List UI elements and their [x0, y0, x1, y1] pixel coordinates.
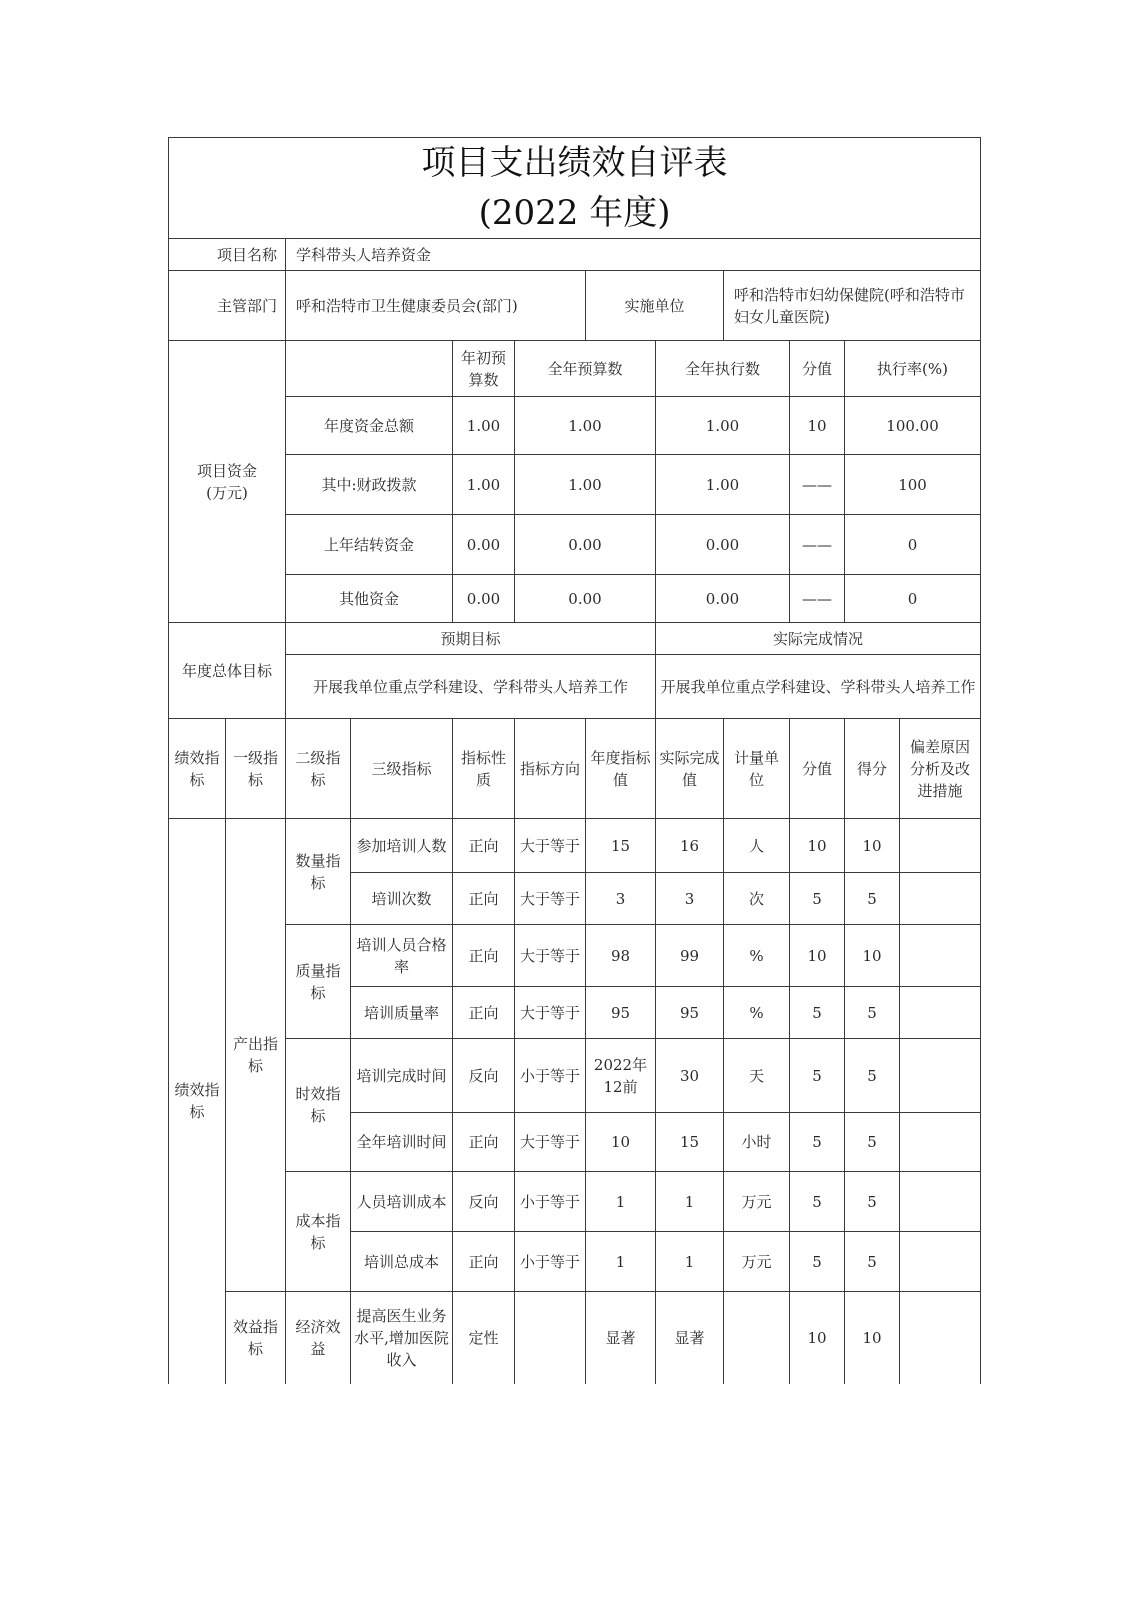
indicator-score-value: 5: [790, 987, 845, 1039]
indicator-deviation: [900, 1292, 981, 1384]
indicator-score: 10: [845, 925, 900, 987]
indicator-unit: 天: [724, 1039, 790, 1113]
indicator-actual: 16: [656, 819, 724, 873]
indicator-unit: %: [724, 987, 790, 1039]
funds-header-annual: 全年预算数: [515, 341, 656, 397]
indicator-target: 95: [586, 987, 656, 1039]
indicator-deviation: [900, 873, 981, 925]
indicator-score: 10: [845, 1292, 900, 1384]
goals-label: 年度总体目标: [169, 623, 286, 719]
title-line-2: (2022 年度): [478, 193, 671, 233]
indicator-nature: 正向: [453, 819, 515, 873]
indicator-name: 培训总成本: [351, 1232, 453, 1292]
indicator-score: 5: [845, 1113, 900, 1172]
indicator-unit: 小时: [724, 1113, 790, 1172]
funds-rate: 100.00: [845, 397, 981, 455]
funds-initial: 1.00: [453, 455, 515, 515]
indicator-target: 3: [586, 873, 656, 925]
funds-executed: 0.00: [656, 515, 790, 575]
dept-value: 呼和浩特市卫生健康委员会(部门): [286, 271, 586, 341]
level2-quantity: 数量指标: [286, 819, 351, 925]
indicator-name: 培训次数: [351, 873, 453, 925]
level2-cost: 成本指标: [286, 1172, 351, 1292]
indicator-score: 10: [845, 819, 900, 873]
indicator-direction: 小于等于: [515, 1172, 586, 1232]
indicator-unit: 人: [724, 819, 790, 873]
indicator-direction: [515, 1292, 586, 1384]
indicator-deviation: [900, 1172, 981, 1232]
indicator-score: 5: [845, 873, 900, 925]
indicator-nature: 正向: [453, 1113, 515, 1172]
ind-header-actual: 实际完成值: [656, 719, 724, 819]
indicator-score-value: 5: [790, 1232, 845, 1292]
ind-header-direction: 指标方向: [515, 719, 586, 819]
self-evaluation-table: [168, 137, 981, 1384]
ind-header-unit: 计量单位: [724, 719, 790, 819]
ind-header-target: 年度指标值: [586, 719, 656, 819]
performance-section-label: 绩效指标: [169, 819, 226, 1384]
funds-annual: 0.00: [515, 515, 656, 575]
indicator-direction: 大于等于: [515, 925, 586, 987]
indicator-unit: 万元: [724, 1172, 790, 1232]
funds-executed: 0.00: [656, 575, 790, 623]
level2-timeliness: 时效指标: [286, 1039, 351, 1172]
indicator-name: 培训质量率: [351, 987, 453, 1039]
indicator-score: 5: [845, 1172, 900, 1232]
indicator-direction: 大于等于: [515, 819, 586, 873]
funds-rate: 0: [845, 515, 981, 575]
project-name-label: 项目名称: [169, 239, 286, 271]
funds-score-value: ——: [790, 515, 845, 575]
funds-initial: 0.00: [453, 575, 515, 623]
indicator-score: 5: [845, 1039, 900, 1113]
funds-annual: 0.00: [515, 575, 656, 623]
unit-value: 呼和浩特市妇幼保健院(呼和浩特市妇女儿童医院): [724, 271, 981, 341]
indicator-deviation: [900, 925, 981, 987]
unit-label: 实施单位: [586, 271, 724, 341]
indicator-name: 培训人员合格率: [351, 925, 453, 987]
indicator-target: 2022年12前: [586, 1039, 656, 1113]
indicator-target: 1: [586, 1232, 656, 1292]
ind-header-deviation: 偏差原因分析及改进措施: [900, 719, 981, 819]
funds-row-label: 年度资金总额: [286, 397, 453, 455]
indicator-direction: 大于等于: [515, 873, 586, 925]
indicator-target: 显著: [586, 1292, 656, 1384]
funds-initial: 1.00: [453, 397, 515, 455]
indicator-nature: 反向: [453, 1039, 515, 1113]
funds-section-label: 项目资金 (万元): [169, 341, 286, 623]
indicator-score-value: 10: [790, 819, 845, 873]
ind-header-level2: 二级指标: [286, 719, 351, 819]
indicator-unit: 万元: [724, 1232, 790, 1292]
indicator-direction: 大于等于: [515, 1113, 586, 1172]
indicator-nature: 正向: [453, 987, 515, 1039]
indicator-target: 1: [586, 1172, 656, 1232]
indicator-score-value: 5: [790, 1039, 845, 1113]
indicator-score-value: 5: [790, 1172, 845, 1232]
level2-quality: 质量指标: [286, 925, 351, 1039]
indicator-nature: 正向: [453, 873, 515, 925]
indicator-nature: 正向: [453, 1232, 515, 1292]
funds-header-score-value: 分值: [790, 341, 845, 397]
indicator-deviation: [900, 1039, 981, 1113]
indicator-score-value: 5: [790, 873, 845, 925]
indicator-target: 10: [586, 1113, 656, 1172]
funds-row-label: 其中:财政拨款: [286, 455, 453, 515]
funds-initial: 0.00: [453, 515, 515, 575]
funds-annual: 1.00: [515, 397, 656, 455]
indicator-name: 参加培训人数: [351, 819, 453, 873]
actual-goal-header: 实际完成情况: [656, 623, 981, 655]
indicator-actual: 15: [656, 1113, 724, 1172]
indicator-deviation: [900, 1232, 981, 1292]
indicator-actual: 95: [656, 987, 724, 1039]
indicator-actual: 30: [656, 1039, 724, 1113]
indicator-direction: 小于等于: [515, 1039, 586, 1113]
indicator-deviation: [900, 987, 981, 1039]
ind-header-score-value: 分值: [790, 719, 845, 819]
indicator-unit: %: [724, 925, 790, 987]
project-name: 学科带头人培养资金: [286, 239, 981, 271]
indicator-score: 5: [845, 1232, 900, 1292]
funds-score-value: ——: [790, 455, 845, 515]
title-line-1: 项目支出绩效自评表: [421, 143, 728, 183]
indicator-score-value: 10: [790, 1292, 845, 1384]
funds-row-label: 其他资金: [286, 575, 453, 623]
indicator-name: 提高医生业务水平,增加医院收入: [351, 1292, 453, 1384]
funds-header-executed: 全年执行数: [656, 341, 790, 397]
level1-benefit: 效益指标: [226, 1292, 286, 1384]
indicator-name: 培训完成时间: [351, 1039, 453, 1113]
indicator-score-value: 10: [790, 925, 845, 987]
funds-score-value: 10: [790, 397, 845, 455]
funds-corner-cell: [286, 341, 453, 397]
indicator-direction: 小于等于: [515, 1232, 586, 1292]
indicator-nature: 正向: [453, 925, 515, 987]
actual-goal-text: 开展我单位重点学科建设、学科带头人培养工作: [656, 655, 981, 719]
funds-header-initial: 年初预算数: [453, 341, 515, 397]
level1-output: 产出指标: [226, 819, 286, 1292]
ind-header-level1: 一级指标: [226, 719, 286, 819]
indicator-target: 98: [586, 925, 656, 987]
funds-annual: 1.00: [515, 455, 656, 515]
page-title: [169, 138, 981, 239]
indicator-nature: 定性: [453, 1292, 515, 1384]
funds-executed: 1.00: [656, 397, 790, 455]
funds-row-label: 上年结转资金: [286, 515, 453, 575]
indicator-deviation: [900, 819, 981, 873]
expected-goal-text: 开展我单位重点学科建设、学科带头人培养工作: [286, 655, 656, 719]
ind-header-score: 得分: [845, 719, 900, 819]
indicator-unit: 次: [724, 873, 790, 925]
ind-header-level3: 三级指标: [351, 719, 453, 819]
expected-goal-header: 预期目标: [286, 623, 656, 655]
indicator-actual: 显著: [656, 1292, 724, 1384]
funds-header-rate: 执行率(%): [845, 341, 981, 397]
indicator-name: 人员培训成本: [351, 1172, 453, 1232]
funds-rate: 100: [845, 455, 981, 515]
ind-header-performance: 绩效指标: [169, 719, 226, 819]
indicator-score-value: 5: [790, 1113, 845, 1172]
ind-header-nature: 指标性质: [453, 719, 515, 819]
funds-score-value: ——: [790, 575, 845, 623]
indicator-actual: 3: [656, 873, 724, 925]
indicator-score: 5: [845, 987, 900, 1039]
indicator-deviation: [900, 1113, 981, 1172]
indicator-target: 15: [586, 819, 656, 873]
indicator-direction: 大于等于: [515, 987, 586, 1039]
dept-label: 主管部门: [169, 271, 286, 341]
funds-executed: 1.00: [656, 455, 790, 515]
indicator-unit: [724, 1292, 790, 1384]
indicator-name: 全年培训时间: [351, 1113, 453, 1172]
funds-rate: 0: [845, 575, 981, 623]
indicator-nature: 反向: [453, 1172, 515, 1232]
indicator-actual: 1: [656, 1232, 724, 1292]
indicator-actual: 1: [656, 1172, 724, 1232]
indicator-actual: 99: [656, 925, 724, 987]
level2-economic: 经济效益: [286, 1292, 351, 1384]
